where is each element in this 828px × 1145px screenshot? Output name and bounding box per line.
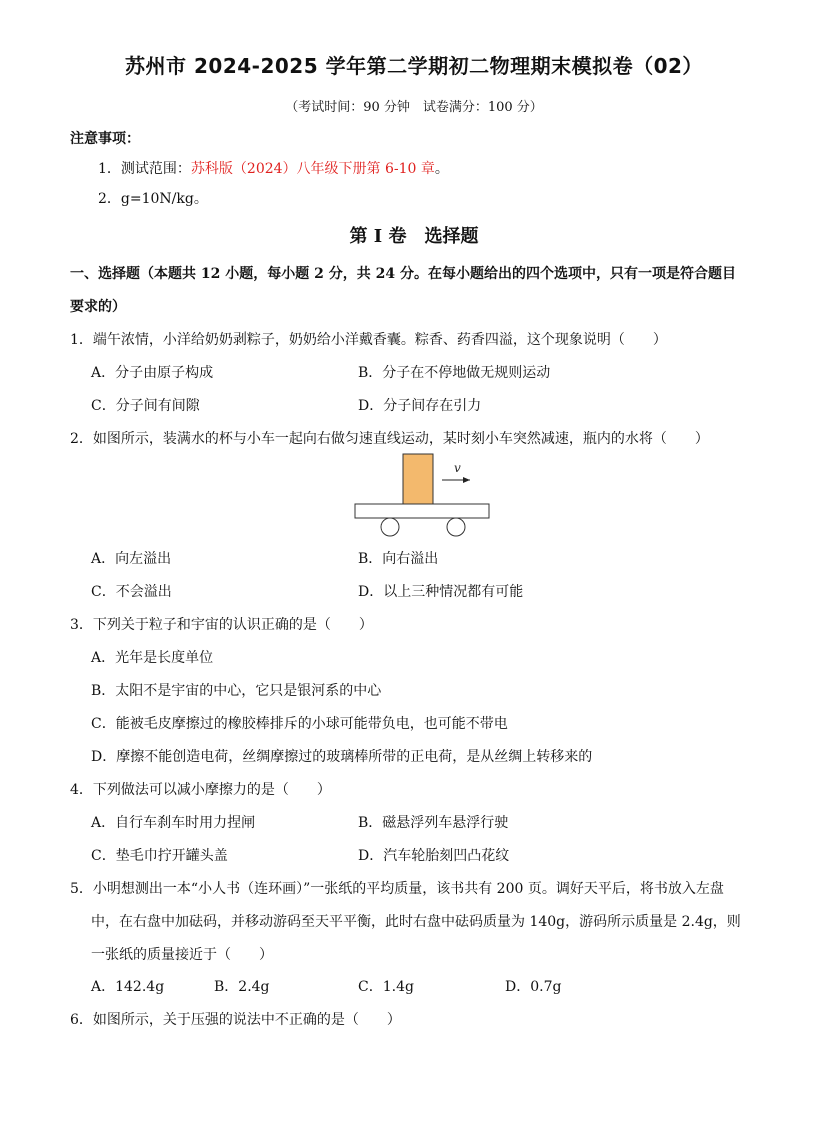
question-3-option-d: D．摩擦不能创造电荷，丝绸摩擦过的玻璃棒所带的正电荷，是从丝绸上转移来的 xyxy=(91,749,593,765)
question-2-option-d: D．以上三种情况都有可能 xyxy=(358,584,524,600)
question-5-option-b: B．2.4g xyxy=(214,979,270,995)
question-3-option-c: C．能被毛皮摩擦过的橡胶棒排斥的小球可能带负电，也可能不带电 xyxy=(91,716,508,732)
cart-wheel-right xyxy=(447,518,465,536)
question-4-option-b: B．磁悬浮列车悬浮行驶 xyxy=(358,815,509,831)
question-1-option-d: D．分子间存在引力 xyxy=(358,398,482,414)
cart-figure xyxy=(350,450,495,540)
section-instruction-line2: 要求的） xyxy=(70,299,126,315)
cart-wheel-left xyxy=(381,518,399,536)
question-5-option-c: C．1.4g xyxy=(358,979,414,995)
velocity-label: v xyxy=(454,461,461,475)
question-2-option-b: B．向右溢出 xyxy=(358,551,439,567)
question-1-stem: 1．端午浓情，小洋给奶奶剥粽子，奶奶给小洋戴香囊。粽香、药香四溢，这个现象说明（ ） xyxy=(70,332,667,348)
question-2-option-c: C．不会溢出 xyxy=(91,584,172,600)
question-2-stem: 2．如图所示，装满水的杯与小车一起向右做匀速直线运动，某时刻小车突然减速，瓶内的水将（ ） xyxy=(70,431,709,447)
question-1-option-c: C．分子间有间隙 xyxy=(91,398,200,414)
section-instruction-line1: 一、选择题（本题共 12 小题，每小题 2 分，共 24 分。在每小题给出的四个选项中，只有一项是符合题目 xyxy=(70,266,736,282)
water-cup xyxy=(403,454,433,504)
question-5-option-a: A．142.4g xyxy=(91,979,165,995)
question-3-stem: 3．下列关于粒子和宇宙的认识正确的是（ ） xyxy=(70,617,373,633)
question-1-option-a: A．分子由原子构成 xyxy=(91,365,214,381)
page-title: 苏州市 2024-2025 学年第二学期初二物理期末模拟卷（02） xyxy=(125,54,703,78)
note-item-2: 2．g=10N/kg。 xyxy=(98,191,208,207)
question-5-stem-line2: 中，在右盘中加砝码，并移动游码至天平平衡，此时右盘中砝码质量为 140g，游码所示质量是 2.4g，则 xyxy=(91,914,741,930)
question-4-option-c: C．垫毛巾拧开罐头盖 xyxy=(91,848,228,864)
note-item-1-prefix: 1．测试范围： xyxy=(98,161,191,177)
exam-info: （考试时间：90 分钟 试卷满分：100 分） xyxy=(285,100,543,115)
question-5-option-d: D．0.7g xyxy=(505,979,562,995)
question-5-stem-line1: 5．小明想测出一本“小人书（连环画）”一张纸的平均质量，该书共有 200 页。调好天平后，将书放入左盘 xyxy=(70,881,724,897)
question-4-option-a: A．自行车刹车时用力捏闸 xyxy=(91,815,256,831)
question-3-option-b: B．太阳不是宇宙的中心，它只是银河系的中心 xyxy=(91,683,382,699)
section-title: 第 I 卷 选择题 xyxy=(349,226,479,247)
cart-body xyxy=(355,504,489,518)
arrow-head-icon xyxy=(463,477,470,483)
question-5-stem-line3: 一张纸的质量接近于（ ） xyxy=(91,947,273,963)
note-item-1 xyxy=(98,158,449,178)
question-2-option-a: A．向左溢出 xyxy=(91,551,172,567)
note-item-1-suffix: 。 xyxy=(434,161,449,177)
question-3-option-a: A．光年是长度单位 xyxy=(91,650,214,666)
question-4-option-d: D．汽车轮胎刻凹凸花纹 xyxy=(358,848,510,864)
question-1-option-b: B．分子在不停地做无规则运动 xyxy=(358,365,551,381)
test-scope: 苏科版（2024）八年级下册第 6-10 章 xyxy=(190,161,435,177)
question-4-stem: 4．下列做法可以减小摩擦力的是（ ） xyxy=(70,782,331,798)
notes-heading: 注意事项： xyxy=(70,131,140,147)
question-6-stem: 6．如图所示，关于压强的说法中不正确的是（ ） xyxy=(70,1012,401,1028)
